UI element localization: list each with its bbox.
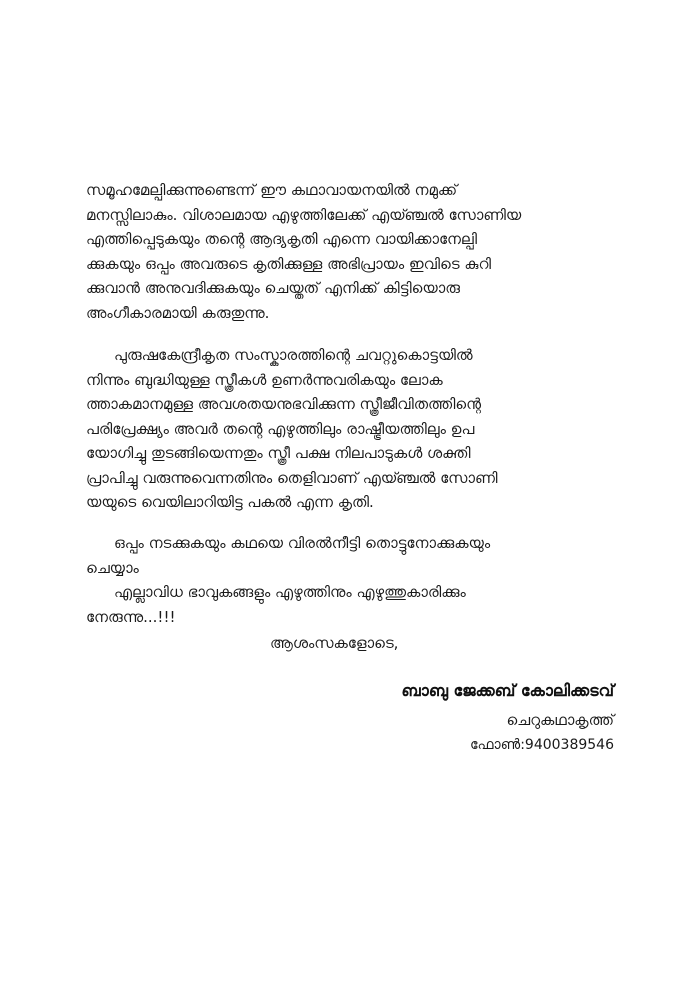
phone-number: ഫോൺ:9400389546: [470, 737, 614, 753]
text-line: പരിപ്രേക്ഷ്യം അവർ തന്റെ എഴുത്തിലും രാഷ്ട്രീയത്തിലും ഉപ: [86, 419, 475, 438]
text-line: ത്താകമാനമുള്ള അവശതയനുഭവിക്കുന്ന സ്ത്രീജീവിതത്തിന്റെ: [86, 395, 481, 413]
paragraph-3: [86, 531, 614, 580]
signatory-name: ബാബു ജേക്കബ് കോലിക്കടവ്: [401, 681, 614, 700]
text-line: ഒപ്പം നടക്കുകയും കഥയെ വിരൽനീട്ടി തൊട്ടുനോക്കുകയും: [114, 534, 491, 552]
text-line: സമൂഹമേല്പിക്കുന്നുണ്ടെന്ന് ഈ കഥാവായനയിൽ നമുക്ക്: [86, 181, 458, 199]
paragraph-2: [86, 343, 614, 515]
text-line: നേരുന്നു...!!!: [86, 607, 176, 626]
text-line: ചെയ്യാം: [86, 558, 139, 577]
text-line: എത്തിപ്പെടുകയും തന്റെ ആദ്യകൃതി എന്നെ വായിക്കാനേല്പി: [86, 230, 477, 248]
paragraph-4: [86, 580, 614, 629]
text-line: മനസ്സിലാകും. വിശാലമായ എഴുത്തിലേക്ക് എയ്ഞ്ചൽ സോണിയ: [86, 205, 522, 224]
text-line: എല്ലാവിധ ഭാവുകങ്ങളും എഴുത്തിനും എഴുത്തുകാരിക്കും: [114, 583, 466, 601]
signatory-designation: ചെറുകഥാകൃത്ത്: [506, 711, 614, 729]
text-line: യോഗിച്ചു തുടങ്ങിയെന്നതും സ്ത്രീ പക്ഷ നിലപാടുകൾ ശക്തി: [86, 444, 471, 462]
text-line: ക്കുവാൻ അനുവദിക്കുകയും ചെയ്തത് എനിക്ക് കിട്ടിയൊരു: [86, 279, 461, 297]
text-line: നിന്നും ബുദ്ധിയുള്ള സ്ത്രീകൾ ഉണർന്നുവരികയും ലോക: [86, 370, 443, 389]
text-line: ക്കുകയും ഒപ്പം അവരുടെ കൃതിക്കുള്ള അഭിപ്രായം ഇവിടെ കുറി: [86, 254, 492, 273]
text-line: പ്രാപിച്ചു വരുന്നുവെന്നതിനും തെളിവാണ് എയ്ഞ്ചൽ സോണി: [86, 468, 498, 487]
paragraph-1: [86, 178, 614, 325]
text-line: യയുടെ വെയിലാറിയിട്ട പകൽ എന്ന കൃതി.: [86, 493, 374, 511]
text-line: അംഗീകാരമായി കരുതുന്നു.: [86, 303, 270, 322]
closing-greeting: ആശംസകളോടെ,: [270, 634, 399, 652]
text-line: പുരുഷകേന്ദ്രീകൃത സംസ്കാരത്തിന്റെ ചവറ്റുകൊട്ടയിൽ: [114, 346, 473, 364]
